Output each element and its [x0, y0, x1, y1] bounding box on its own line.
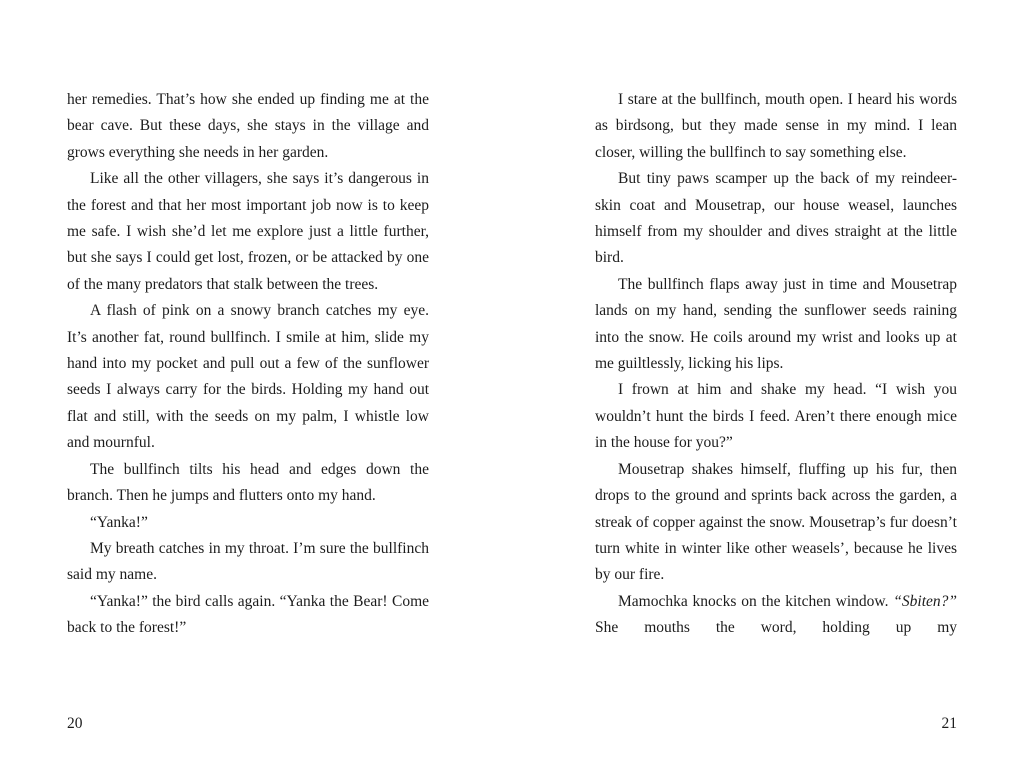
right-paragraph-6-italic: “Sbiten?”	[893, 592, 957, 610]
left-paragraph-1: her remedies. That’s how she ended up finding me at the bear cave. But these days, she stays in the village and grows everything she needs in her garden.	[67, 91, 429, 161]
left-paragraph-5: “Yanka!”	[90, 513, 148, 531]
left-paragraph-2: Like all the other villagers, she says it’s dangerous in the forest and that her most important job now is to keep me safe. I wish she’d let me explore just a little further, but she says I could get lost, frozen, or be attacked by one of the many predators that stalk between the trees.	[67, 170, 429, 293]
right-paragraph-6-tail: She mouths the word, holding up my	[595, 619, 957, 637]
right-paragraph-5: Mousetrap shakes himself, fluffing up his fur, then drops to the ground and sprints back across the garden, a streak of copper against the snow. Mousetrap’s fur doesn’t turn white in winter like other weasels’, because he lives by our fire.	[595, 460, 957, 584]
left-paragraph-7: “Yanka!” the bird calls again. “Yanka the Bear! Come back to the forest!”	[67, 592, 429, 637]
left-paragraph-4: The bullfinch tilts his head and edges down the branch. Then he jumps and flutters onto my hand.	[67, 460, 429, 505]
right-paragraph-4: I frown at him and shake my head. “I wish you wouldn’t hunt the birds I feed. Aren’t there enough mice in the house for you?”	[595, 381, 957, 452]
right-paragraph-6-lead: Mamochka knocks on the kitchen window.	[618, 592, 894, 610]
right-paragraph-6	[595, 589, 957, 642]
left-paragraph-3: A flash of pink on a snowy branch catches my eye. It’s another fat, round bullfinch. I smile at him, slide my hand into my pocket and pull out a few of the sunflower seeds I always carry for the birds. Holding my hand out flat and still, with the seeds on my palm, I whistle low and mournful.	[67, 302, 429, 452]
right-page	[595, 87, 957, 642]
right-page-number: 21	[941, 715, 957, 732]
left-page	[67, 87, 429, 642]
left-page-number: 20	[67, 715, 83, 732]
right-paragraph-1: I stare at the bullfinch, mouth open. I heard his words as birdsong, but they made sense in my mind. I lean closer, willing the bullfinch to say something else.	[595, 91, 957, 161]
right-paragraph-2: But tiny paws scamper up the back of my reindeer-skin coat and Mousetrap, our house weasel, launches himself from my shoulder and dives straight at the little bird.	[595, 170, 957, 267]
left-paragraph-6: My breath catches in my throat. I’m sure the bullfinch said my name.	[67, 539, 429, 584]
right-paragraph-3: The bullfinch flaps away just in time and Mousetrap lands on my hand, sending the sunflower seeds raining into the snow. He coils around my wrist and looks up at me guiltlessly, licking his lips.	[595, 275, 957, 373]
